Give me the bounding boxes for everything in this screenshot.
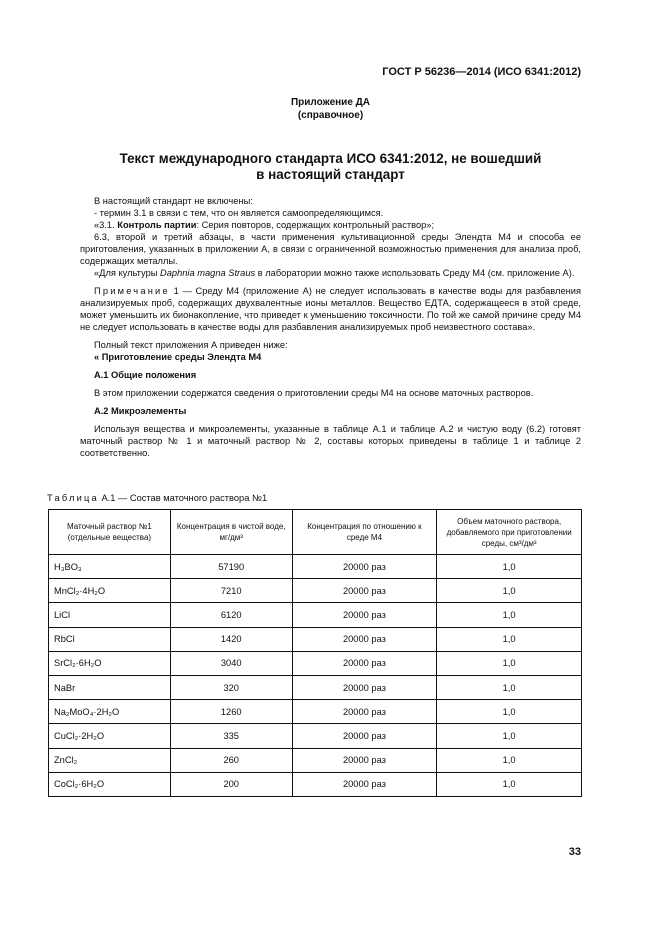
- cell-ratio: 20000 раз: [292, 700, 437, 724]
- cell-concentration: 7210: [170, 579, 292, 603]
- heading-a2: А.2 Микроэлементы: [94, 406, 187, 416]
- table-row: [49, 748, 582, 772]
- defined-term: Контроль партии: [117, 220, 197, 230]
- species-author: Straus: [228, 268, 256, 278]
- body-text: [80, 195, 581, 459]
- table-row: [49, 700, 582, 724]
- cell-ratio: 20000 раз: [292, 724, 437, 748]
- cell-ratio: 20000 раз: [292, 651, 437, 675]
- table-caption-label: Таблица: [47, 493, 99, 503]
- cell-concentration: 320: [170, 675, 292, 699]
- cell-volume: 1,0: [437, 748, 582, 772]
- cell-volume: 1,0: [437, 603, 582, 627]
- paragraph-a1: В этом приложении содержатся сведения о приготовлении среды М4 на основе маточных растворов.: [94, 388, 534, 398]
- paragraph-full-text: Полный текст приложения А приведен ниже:: [94, 340, 288, 350]
- page-number: 33: [568, 846, 581, 858]
- note-paragraph: Примечание 1 — Среду М4 (приложение А) не следует использовать в качестве воды для разбавления анализируемых проб, содержащих двухвалентные ионы металлов. Вещество ЕДТА, содержащееся в этой среде, может уменьшить их бионакопление, что приведет к уменьшению токсичности. По той же самой причине среду М4 не следует использовать в качестве воды для разбавления анализируемых проб неизвестного состава».: [80, 286, 581, 332]
- heading-a1: А.1 Общие положения: [94, 370, 197, 380]
- cell-substance: LiCl: [49, 603, 171, 627]
- cell-ratio: 20000 раз: [292, 627, 437, 651]
- cell-substance: CuCl₂·2H₂O: [49, 724, 171, 748]
- heading-medium-prep: « Приготовление среды Элендта М4: [94, 352, 262, 362]
- cell-substance: Na₂MoO₄·2H₂O: [49, 700, 171, 724]
- header-concentration: Концентрация в чистой воде, мг/дм³: [170, 510, 292, 555]
- cell-concentration: 6120: [170, 603, 292, 627]
- cell-concentration: 335: [170, 724, 292, 748]
- species-name: Daphnia magna: [160, 268, 226, 278]
- cell-ratio: 20000 раз: [292, 675, 437, 699]
- note-label: Примечание: [94, 286, 170, 296]
- cell-concentration: 57190: [170, 555, 292, 579]
- header-volume: Объем маточного раствора, добавляемого при приготовлении среды, см³/дм³: [437, 510, 582, 555]
- cell-concentration: 200: [170, 772, 292, 796]
- table-row: [49, 651, 582, 675]
- table-row: [49, 675, 582, 699]
- cell-volume: 1,0: [437, 627, 582, 651]
- standard-header: ГОСТ Р 56236—2014 (ИСО 6341:2012): [382, 66, 581, 78]
- cell-substance: CoCl₂·6H₂O: [49, 772, 171, 796]
- header-substance: Маточный раствор №1 (отдельные вещества): [49, 510, 171, 555]
- paragraph-intro: В настоящий стандарт не включены:: [94, 196, 253, 206]
- cell-substance: RbCl: [49, 627, 171, 651]
- cell-concentration: 1260: [170, 700, 292, 724]
- table-caption: Таблица А.1 — Состав маточного раствора №1: [47, 493, 268, 503]
- cell-concentration: 260: [170, 748, 292, 772]
- paragraph-clause-6-3: 6.3, второй и третий абзацы, в части применения культивационной среды Элендта М4 и способа ее приготовления, указанных в приложении А, в связи с ограниченной возможностью применения для анализа проб, содержащих металлы.: [80, 232, 581, 266]
- table-row: [49, 772, 582, 796]
- table-row: [49, 603, 582, 627]
- table-row: [49, 724, 582, 748]
- cell-volume: 1,0: [437, 772, 582, 796]
- cell-substance: NaBr: [49, 675, 171, 699]
- cell-ratio: 20000 раз: [292, 772, 437, 796]
- paragraph-daphnia: «Для культуры Daphnia magna Straus в лаборатории можно также использовать Среду М4 (см. приложение А).: [94, 268, 575, 278]
- appendix-heading: [0, 96, 661, 122]
- cell-substance: ZnCl₂: [49, 748, 171, 772]
- cell-substance: H₃BO₃: [49, 555, 171, 579]
- cell-concentration: 3040: [170, 651, 292, 675]
- paragraph-term: - термин 3.1 в связи с тем, что он является самоопределяющимся.: [94, 208, 384, 218]
- cell-substance: SrCl₂·6H₂O: [49, 651, 171, 675]
- table-header-row: [49, 510, 582, 555]
- cell-volume: 1,0: [437, 579, 582, 603]
- section-title: [80, 151, 581, 183]
- table-row: [49, 555, 582, 579]
- section-title-line-2: в настоящий стандарт: [256, 167, 405, 182]
- cell-volume: 1,0: [437, 651, 582, 675]
- paragraph-a2: Используя вещества и микроэлементы, указанные в таблице А.1 и таблице А.2 и чистую воду (6.2) готовят маточный раствор № 1 и маточный раствор № 2, составы которых приведены в таблице 1 и таблице 2 соответственно.: [80, 424, 581, 458]
- cell-volume: 1,0: [437, 675, 582, 699]
- appendix-label: Приложение ДА: [290, 97, 371, 108]
- cell-volume: 1,0: [437, 700, 582, 724]
- cell-volume: 1,0: [437, 724, 582, 748]
- cell-ratio: 20000 раз: [292, 748, 437, 772]
- header-ratio: Концентрация по отношению к среде М4: [292, 510, 437, 555]
- cell-ratio: 20000 раз: [292, 603, 437, 627]
- stock-solution-table: [48, 509, 582, 797]
- appendix-type: (справочное): [297, 110, 364, 121]
- paragraph-definition: «3.1. Контроль партии: Серия повторов, содержащих контрольный раствор»;: [94, 220, 435, 230]
- section-title-line-1: Текст международного стандарта ИСО 6341:2012, не вошедший: [119, 151, 542, 166]
- table-row: [49, 627, 582, 651]
- cell-ratio: 20000 раз: [292, 555, 437, 579]
- table-row: [49, 579, 582, 603]
- cell-substance: MnCl₂·4H₂O: [49, 579, 171, 603]
- cell-ratio: 20000 раз: [292, 579, 437, 603]
- cell-volume: 1,0: [437, 555, 582, 579]
- cell-concentration: 1420: [170, 627, 292, 651]
